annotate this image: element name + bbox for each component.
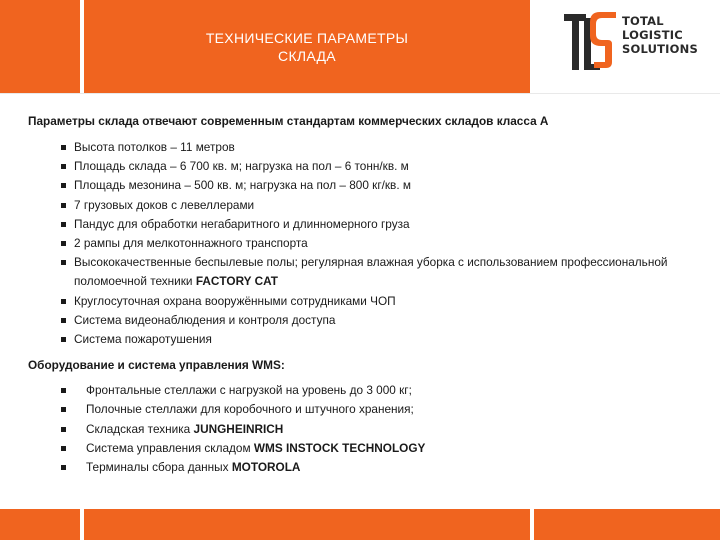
list-item-text: Площадь склада – 6 700 кв. м; нагрузка на пол – 6 тонн/кв. м xyxy=(74,159,409,174)
list-item-brand: WMS INSTOCK TECHNOLOGY xyxy=(253,440,426,455)
list-item xyxy=(74,138,708,157)
header-accent-left xyxy=(0,0,80,93)
list-item-text: Высококачественные беспылевые полы; регулярная влажная уборка с использованием профессиональной поломоечной техники xyxy=(74,255,668,289)
list-item-brand: FACTORY CAT xyxy=(195,274,278,289)
page-title-line-2: СКЛАДА xyxy=(278,47,336,64)
list-item-text: Круглосуточная охрана вооружёнными сотрудниками ЧОП xyxy=(74,293,396,308)
list-item xyxy=(86,439,708,458)
list-item xyxy=(86,420,708,439)
list-item-text: 7 грузовых доков с левеллерами xyxy=(74,197,255,212)
list-item xyxy=(86,458,708,477)
logo-line-solutions: SOLUTIONS xyxy=(622,42,698,56)
list-item-text: Система управления складом xyxy=(86,440,254,455)
list-item xyxy=(74,157,708,176)
main-content xyxy=(28,114,708,477)
list-item-text: Терминалы сбора данных xyxy=(86,460,232,475)
list-item-brand: JUNGHEINRICH xyxy=(193,421,284,436)
list-item-brand: MOTOROLA xyxy=(231,460,301,475)
footer-accent-right xyxy=(534,509,720,540)
list-item-text: Система пожаротушения xyxy=(74,332,212,347)
list-item xyxy=(86,400,708,419)
list-item-text: 2 рампы для мелкотоннажного транспорта xyxy=(74,236,308,251)
list-item xyxy=(74,215,708,234)
list-item xyxy=(74,253,708,291)
list-item xyxy=(86,381,708,400)
list-item-text: Фронтальные стеллажи с нагрузкой на уровень до 3 000 кг; xyxy=(86,383,412,398)
list-item-text: Полочные стеллажи для коробочного и штучного хранения; xyxy=(86,402,414,417)
list-item-text: Складская техника xyxy=(86,421,194,436)
list-item xyxy=(74,292,708,311)
parameters-list xyxy=(28,138,708,349)
tls-logo-icon xyxy=(564,12,620,76)
list-item xyxy=(74,330,708,349)
list-item-text: Пандус для обработки негабаритного и длинномерного груза xyxy=(74,216,410,231)
footer-accent-left xyxy=(0,509,80,540)
logo-line-total: TOTAL xyxy=(622,14,664,28)
list-item xyxy=(74,176,708,195)
list-item xyxy=(74,234,708,253)
intro-heading: Параметры склада отвечают современным стандартам коммерческих складов класса А xyxy=(28,114,549,128)
page-title-line-1: ТЕХНИЧЕСКИЕ ПАРАМЕТРЫ xyxy=(205,29,409,46)
list-item-text: Высота потолков – 11 метров xyxy=(74,140,235,154)
page-title xyxy=(84,0,530,93)
company-logo xyxy=(534,0,720,93)
list-item xyxy=(74,311,708,330)
list-item-text: Площадь мезонина – 500 кв. м; нагрузка на пол – 800 кг/кв. м xyxy=(74,178,411,193)
header-divider xyxy=(0,93,720,94)
equipment-heading: Оборудование и система управления WMS: xyxy=(28,358,285,373)
logo-line-logistic: LOGISTIC xyxy=(622,28,683,42)
footer-accent-center xyxy=(84,509,530,540)
list-item-text: Система видеонаблюдения и контроля доступа xyxy=(74,312,336,327)
equipment-list xyxy=(28,381,708,477)
list-item xyxy=(74,196,708,215)
